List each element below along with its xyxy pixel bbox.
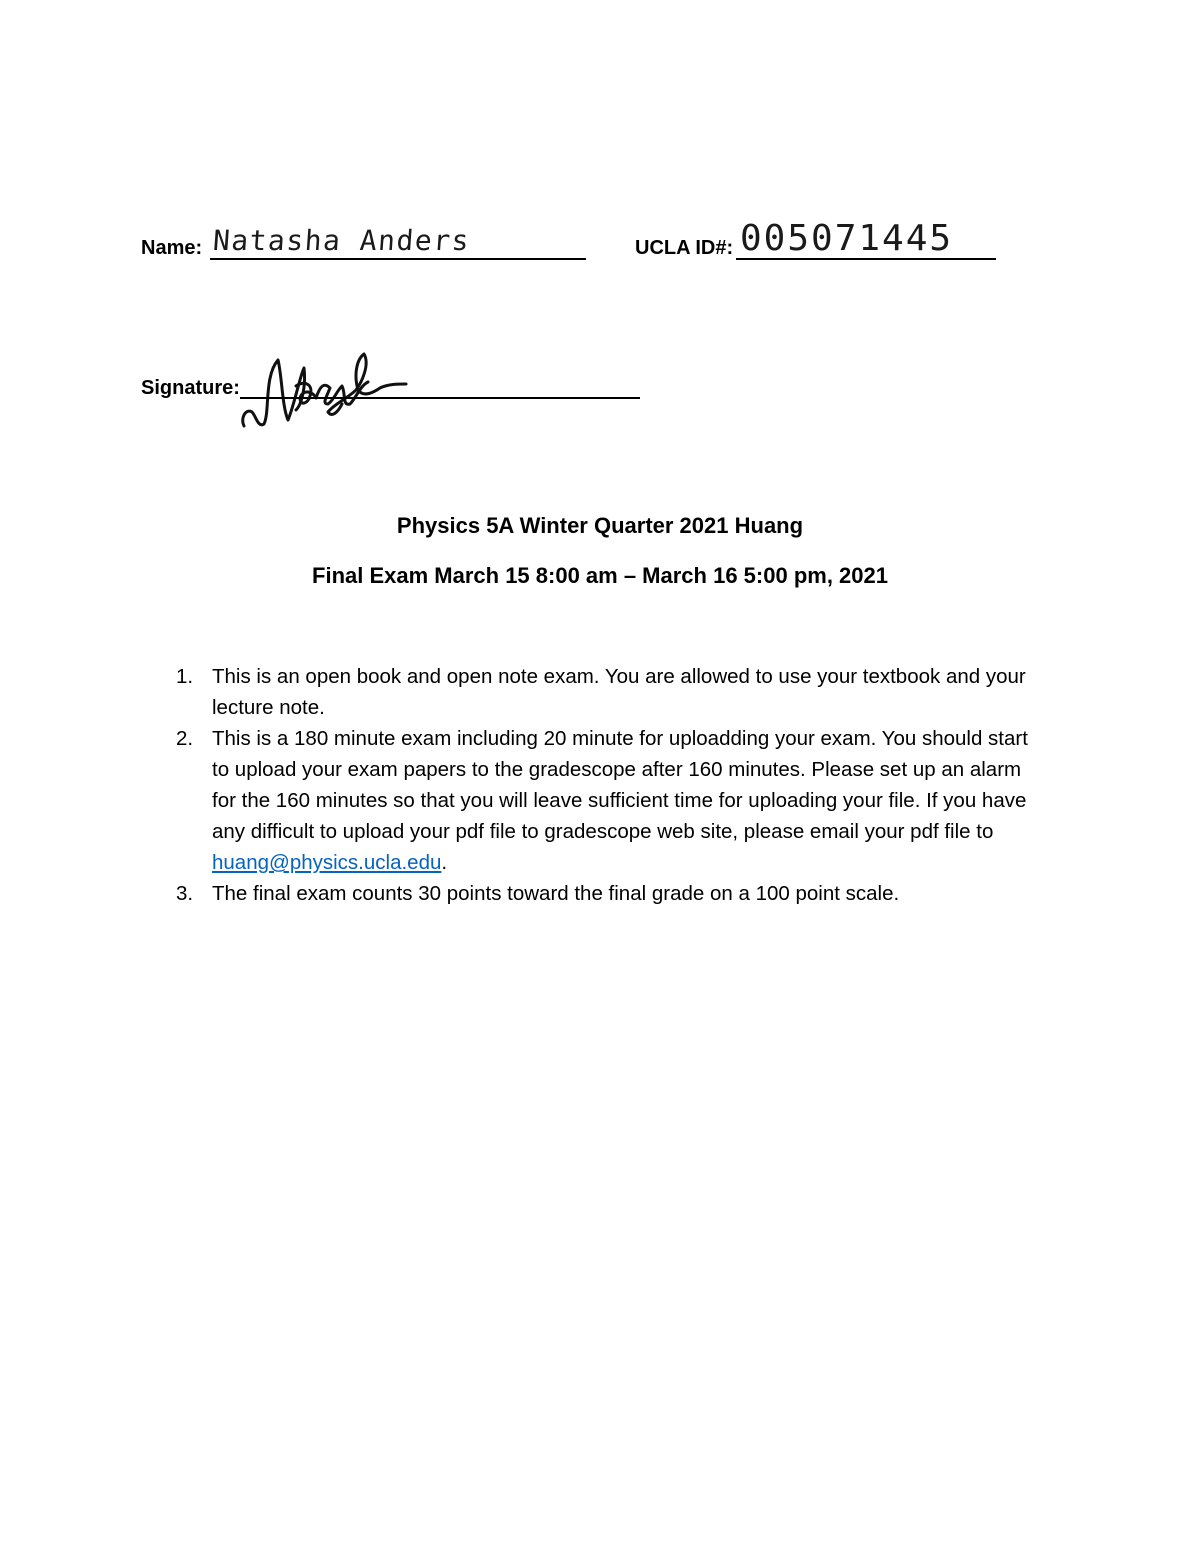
name-label: Name: (141, 237, 203, 259)
instructions-list (170, 661, 1050, 909)
name-value: Natasha Anders (211, 224, 472, 257)
ucla-id-underline (736, 258, 996, 260)
instructor-email-link[interactable]: huang@physics.ucla.edu (212, 851, 442, 874)
instruction-text: This is an open book and open note exam. You are allowed to use your textbook and your lecture note. (212, 665, 1026, 719)
instruction-number: 3. (176, 882, 194, 905)
instruction-text: The final exam counts 30 points toward the final grade on a 100 point scale. (212, 882, 900, 905)
instruction-item (170, 661, 1050, 723)
instruction-text-end: . (441, 851, 448, 874)
signature-underline (240, 397, 640, 399)
name-underline (210, 258, 586, 260)
signature-label: Signature: (141, 377, 240, 399)
instruction-text: This is a 180 minute exam including 20 minute for uploadding your exam. You should start to upload your exam papers to the gradescope after 160 minutes. Please set up an alarm for the 160 minutes so that you will leave sufficient time for uploading your file. If you have any difficult to upload your pdf file to gradescope web site, please email your pdf file to (212, 727, 1028, 843)
ucla-id-label: UCLA ID#: (635, 237, 734, 259)
instruction-item (170, 723, 1050, 878)
instruction-number: 2. (176, 727, 194, 750)
ucla-id-value: 005071445 (740, 218, 954, 259)
instruction-item (170, 878, 1050, 909)
exam-title: Final Exam March 15 8:00 am – March 16 5:00 pm, 2021 (312, 563, 888, 588)
signature-image (238, 346, 408, 432)
course-title: Physics 5A Winter Quarter 2021 Huang (396, 513, 804, 538)
instruction-number: 1. (176, 665, 194, 688)
